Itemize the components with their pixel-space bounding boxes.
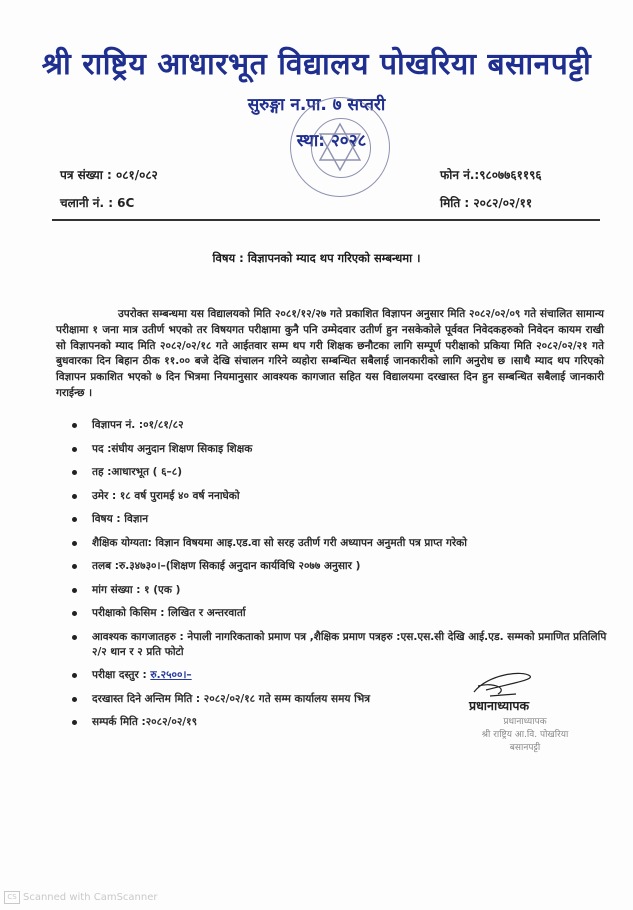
phone-number: फोन नं.:९८०७७६११९६ xyxy=(440,168,542,182)
detail-item: तह :आधारभूत ( ६–८) xyxy=(70,465,610,480)
letter-number: पत्र संख्या : ०८१/०८२ xyxy=(60,168,158,182)
bullet-icon xyxy=(72,611,77,616)
camscanner-watermark xyxy=(4,891,158,904)
signatory-title: प्रधानाध्यापक xyxy=(469,698,530,713)
header-divider xyxy=(52,219,600,221)
bullet-icon xyxy=(72,673,77,678)
school-seal-icon xyxy=(290,97,390,197)
detail-item: विज्ञापन नं. :०१/८१/८२ xyxy=(70,418,610,433)
bullet-icon xyxy=(72,470,77,475)
bullet-icon xyxy=(72,588,77,593)
detail-item: परीक्षाको किसिम : लिखित र अन्तरवार्ता xyxy=(70,606,610,621)
letter-body: उपरोक्त सम्बन्धमा यस विद्यालयको मिति २०८१/१२/२७ गते प्रकाशित विज्ञापन अनुसार मिति २०८२/०२/०९ गते संचालित सामान्य परीक्षामा १ जना मात्र उतीर्ण भएको तर विषयगत परीक्षामा कुनै पनि उम्मेदवार उतीर्ण हुन नसकेकोले पूर्ववत निवेदकहरुको निवेदन कायम राखी सो विज्ञापनको म्याद मिति २०८२/०२/१८ गते आईतवार सम्म थप गरी शिक्षक छनौटका लागि सम्पूर्ण परीक्षाको प्रकिया मिति २०८२/०२/२१ गते बुधवारका दिन बिहान ठीक ११.०० बजे देखि संचालन गरिने व्यहोरा सम्बन्धित सबैलाई जानकारीको लागि अनुरोध छ ।साथै म्याद थप गरिएको विज्ञापन प्रकाशित भएको ७ दिन भित्रमा नियमानुसार आवश्यक कागजात सहित यस विद्यालयमा दरखास्त दिन हुन सम्बन्धित सबैलाई जानकारी गराईन्छ । xyxy=(56,308,604,399)
bullet-icon xyxy=(72,720,77,725)
detail-item: आवश्यक कागजातहरु : नेपाली नागरिकताको प्रमाण पत्र ,शैक्षिक प्रमाण पत्रहरु :एस.एस.सी देखि आई.एड. सम्मको प्रमाणित प्रतिलिपि २/२ थान र २ प्रति फोटो xyxy=(70,630,610,660)
camscanner-logo-icon: CS xyxy=(4,891,20,904)
bullet-icon xyxy=(72,541,77,546)
watermark-text: Scanned with CamScanner xyxy=(23,892,158,903)
bullet-icon xyxy=(72,447,77,452)
detail-item: दरखास्त दिने अन्तिम मिति : २०८२/०२/१८ गते सम्म कार्यालय समय भित्र xyxy=(70,692,610,707)
detail-item: उमेर : १८ वर्ष पुरामई ४० वर्ष ननाघेको xyxy=(70,489,610,504)
signature-icon xyxy=(468,668,538,700)
letter-date: मिति : २०८२/०२/११ xyxy=(440,196,533,210)
bullet-icon xyxy=(72,423,77,428)
bullet-icon xyxy=(72,697,77,702)
detail-item: परीक्षा दस्तुर : रु.२५००।– xyxy=(70,668,610,683)
letter-subject: विषय : विज्ञापनको म्याद थप गरिएको सम्बन्धमा । xyxy=(212,251,421,265)
detail-item: तलब :रु.३४७३०।–(शिक्षण सिकाई अनुदान कार्यविधि २०७७ अनुसार ) xyxy=(70,559,610,574)
detail-item: विषय : विज्ञान xyxy=(70,512,610,527)
established-year: स्था: २०२८ xyxy=(296,131,367,151)
signatory-stamp: प्रधानाध्यापक श्री राष्ट्रिय आ.वि. पोखरिया बसानपट्टी xyxy=(481,717,569,753)
bullet-icon xyxy=(72,564,77,569)
dispatch-number: चलानी नं. : 6C xyxy=(60,196,135,210)
detail-item: पद :संघीय अनुदान शिक्षण सिकाइ शिक्षक xyxy=(70,442,610,457)
school-address: सुरुङ्गा न.पा. ७ सप्तरी xyxy=(247,95,386,115)
bullet-icon xyxy=(72,635,77,640)
bullet-icon xyxy=(72,494,77,499)
school-name: श्री राष्ट्रिय आधारभूत विद्यालय पोखरिया बसानपट्टी xyxy=(41,47,592,82)
exam-fee-value: रु.२५००।– xyxy=(150,669,192,681)
detail-item: मांग संख्या : १ (एक ) xyxy=(70,583,610,598)
bullet-icon xyxy=(72,517,77,522)
detail-item: सम्पर्क मिति :२०८२/०२/१९ xyxy=(70,715,610,730)
detail-item: शैक्षिक योग्यता: विज्ञान विषयमा आइ.एड.वा सो सरह उतीर्ण गरी अध्यापन अनुमती पत्र प्राप्त गरेको xyxy=(70,536,610,551)
